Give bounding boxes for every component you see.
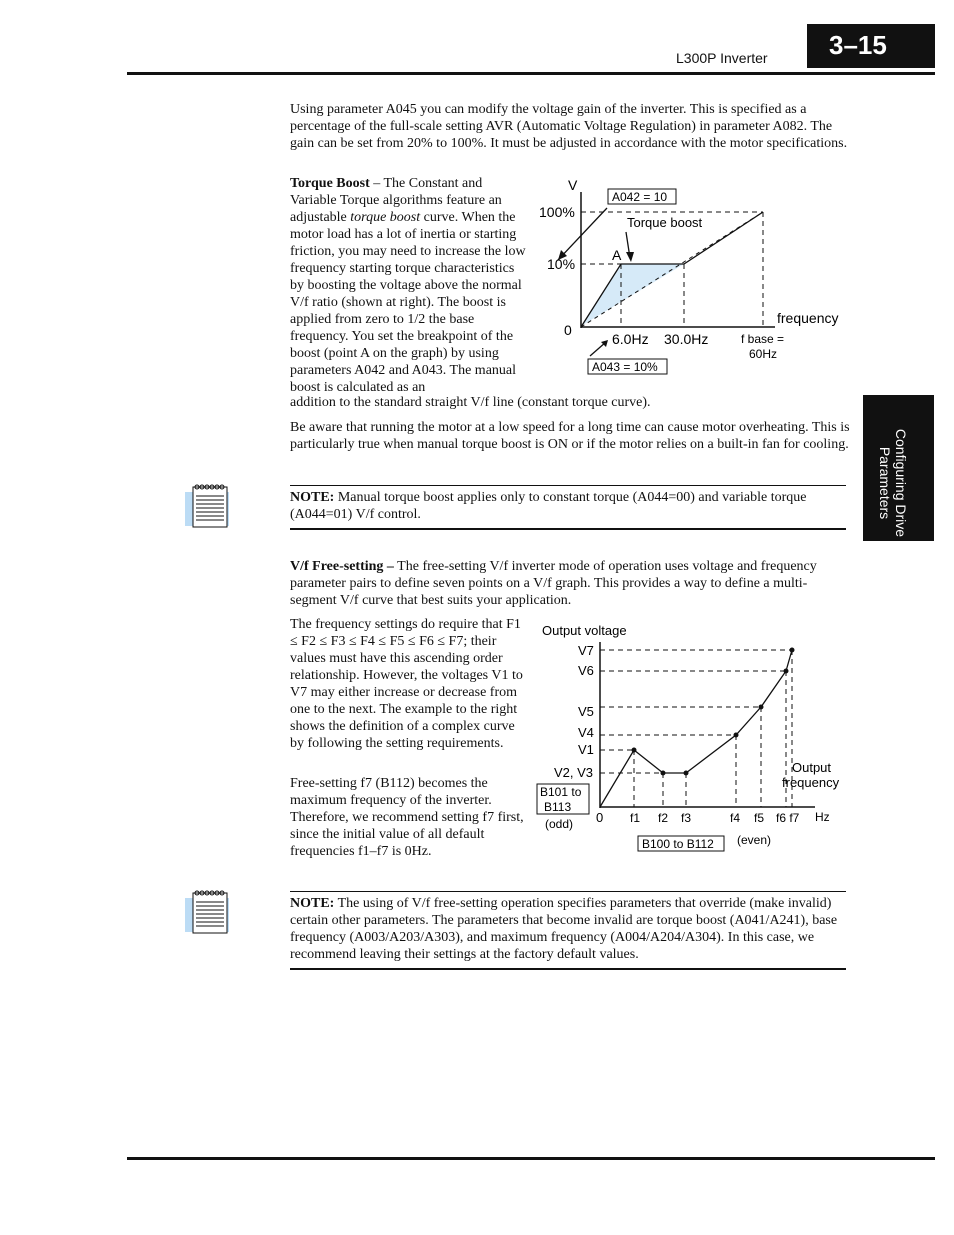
point-2 bbox=[661, 771, 666, 776]
a043-label: A043 = 10% bbox=[592, 360, 658, 374]
note-box-torque bbox=[290, 485, 846, 530]
f1-label: f1 bbox=[630, 811, 641, 825]
b100-label: B100 to B112 bbox=[642, 837, 714, 851]
torque-boost-label: Torque boost bbox=[627, 215, 703, 230]
v1-label: V1 bbox=[578, 742, 594, 757]
warning-paragraph: Be aware that running the motor at a low speed for a long time can cause motor overheating. This is particularly true when manual torque boost is ON or if the motor relies on a built-in fan for cooling. bbox=[290, 420, 850, 452]
v6-label: V6 bbox=[578, 663, 594, 678]
f3-label: f3 bbox=[681, 811, 692, 825]
vf-free-text: The free-setting V/f inverter mode of operation uses voltage and frequency parameter pairs to define seven points on a V/f graph. This provides a way to define a multi-segment V/f curve that best suits your application. bbox=[290, 559, 817, 608]
f5-label: f5 bbox=[754, 811, 765, 825]
point-a-label: A bbox=[612, 247, 622, 263]
vf-free-heading: V/f Free-setting – bbox=[290, 559, 394, 574]
torque-boost-text-cont: curve. When the motor load has a lot of inertia or starting friction, you may need to increase the low frequency starting torque characteristics by boosting the voltage above the normal V/f ratio (shown at right). The boost is applied from zero to 1/2 the base frequency. You set the breakpoint of the boost (point A on the graph) by using parameters A042 and A043. The manual boost is calculated as an bbox=[290, 210, 526, 395]
f67-label: f6 f7 bbox=[776, 811, 800, 825]
output-frequency-label-1: Output bbox=[792, 760, 832, 775]
y10-label: 10% bbox=[547, 256, 576, 272]
zero-label: 0 bbox=[596, 810, 604, 825]
note-body: The using of V/f free-setting operation specifies parameters that override (make invalid) certain other parameters. The parameters that become invalid are torque boost (A041/A241), base frequency (A003/A203/A303), and maximum frequency (A004/A204/A304). In this case, we recommend leaving their settings at the factory default values. bbox=[290, 896, 838, 962]
note-icon bbox=[183, 888, 231, 936]
vf-free-graph bbox=[530, 618, 860, 858]
vf-free-paragraph bbox=[290, 558, 846, 609]
output-voltage-label: Output voltage bbox=[542, 623, 627, 638]
x-30hz-label: 30.0Hz bbox=[664, 331, 709, 347]
even-label: (even) bbox=[737, 833, 772, 847]
f2-label: f2 bbox=[658, 811, 669, 825]
point-4 bbox=[734, 733, 739, 738]
fbase-label-2: 60Hz bbox=[749, 347, 778, 361]
hz-label: Hz bbox=[815, 810, 830, 824]
page-number: 3–15 bbox=[807, 24, 935, 68]
vf-free-paragraph-2: The frequency settings do require that F1 ≤ F2 ≤ F3 ≤ F4 ≤ F5 ≤ F6 ≤ F7; their values must have this ascending order relationship. However, the voltages V1 to V7 may either increase or decrease from one to the next. The example to the right shows the definition of a complex curve by following the setting requirements. bbox=[290, 617, 523, 751]
torque-boost-graph bbox=[530, 170, 860, 385]
section-tab bbox=[863, 395, 934, 541]
torque-boost-text: – The Constant and Variable Torque algorithms feature an adjustable bbox=[290, 176, 502, 225]
zero-label: 0 bbox=[564, 322, 572, 338]
torque-boost-heading: Torque Boost bbox=[290, 176, 370, 191]
torque-boost-paragraph-end: addition to the standard straight V/f line (constant torque curve). bbox=[290, 395, 651, 410]
v23-label: V2, V3 bbox=[554, 765, 594, 780]
note-text-torque bbox=[290, 489, 846, 523]
section-tab-label: Configuring Drive Parameters bbox=[877, 428, 909, 538]
footer-rule bbox=[127, 1157, 935, 1160]
point-6 bbox=[784, 669, 789, 674]
arrow-torque-boost-head bbox=[626, 252, 634, 262]
point-5 bbox=[759, 705, 764, 710]
note-icon bbox=[183, 482, 231, 530]
note-text-free-setting bbox=[290, 895, 846, 963]
frequency-label: frequency bbox=[777, 310, 839, 326]
torque-boost-italic: torque boost bbox=[350, 210, 421, 225]
v7-label: V7 bbox=[578, 643, 594, 658]
header-title: L300P Inverter bbox=[676, 50, 768, 66]
vf-curve bbox=[600, 650, 792, 807]
note-body: Manual torque boost applies only to constant torque (A044=00) and variable torque (A044=01) V/f control. bbox=[290, 490, 807, 522]
a042-label: A042 = 10 bbox=[612, 190, 668, 204]
x-6hz-label: 6.0Hz bbox=[612, 331, 649, 347]
f4-label: f4 bbox=[730, 811, 741, 825]
b101-label-2: B113 bbox=[544, 800, 572, 814]
output-frequency-label-2: frequency bbox=[782, 775, 840, 790]
note-label: NOTE: bbox=[290, 490, 335, 505]
b101-label-1: B101 to bbox=[540, 785, 582, 799]
torque-boost-paragraph bbox=[290, 175, 526, 396]
header-rule bbox=[127, 72, 935, 75]
intro-paragraph: Using parameter A045 you can modify the voltage gain of the inverter. This is specified as a percentage of the full-scale setting AVR (Automatic Voltage Regulation) in parameter A082. The gain can be set from 20% to 100%. It must be adjusted in accordance with the motor specifications. bbox=[290, 102, 848, 151]
point-1 bbox=[632, 748, 637, 753]
note-label: NOTE: bbox=[290, 896, 335, 911]
y100-label: 100% bbox=[539, 204, 575, 220]
note-icon-pad bbox=[193, 893, 227, 933]
point-7 bbox=[790, 648, 795, 653]
fbase-label-1: f base = bbox=[741, 332, 785, 346]
note-icon-pad bbox=[193, 487, 227, 527]
v4-label: V4 bbox=[578, 725, 594, 740]
odd-label: (odd) bbox=[545, 817, 574, 831]
vf-free-paragraph-3: Free-setting f7 (B112) becomes the maximum frequency of the inverter. Therefore, we recommend setting f7 first, since the initial value of all default frequencies f1–f7 is 0Hz. bbox=[290, 776, 524, 859]
v-label: V bbox=[568, 177, 578, 193]
note-box-free-setting bbox=[290, 891, 846, 970]
v5-label: V5 bbox=[578, 704, 594, 719]
point-3 bbox=[684, 771, 689, 776]
